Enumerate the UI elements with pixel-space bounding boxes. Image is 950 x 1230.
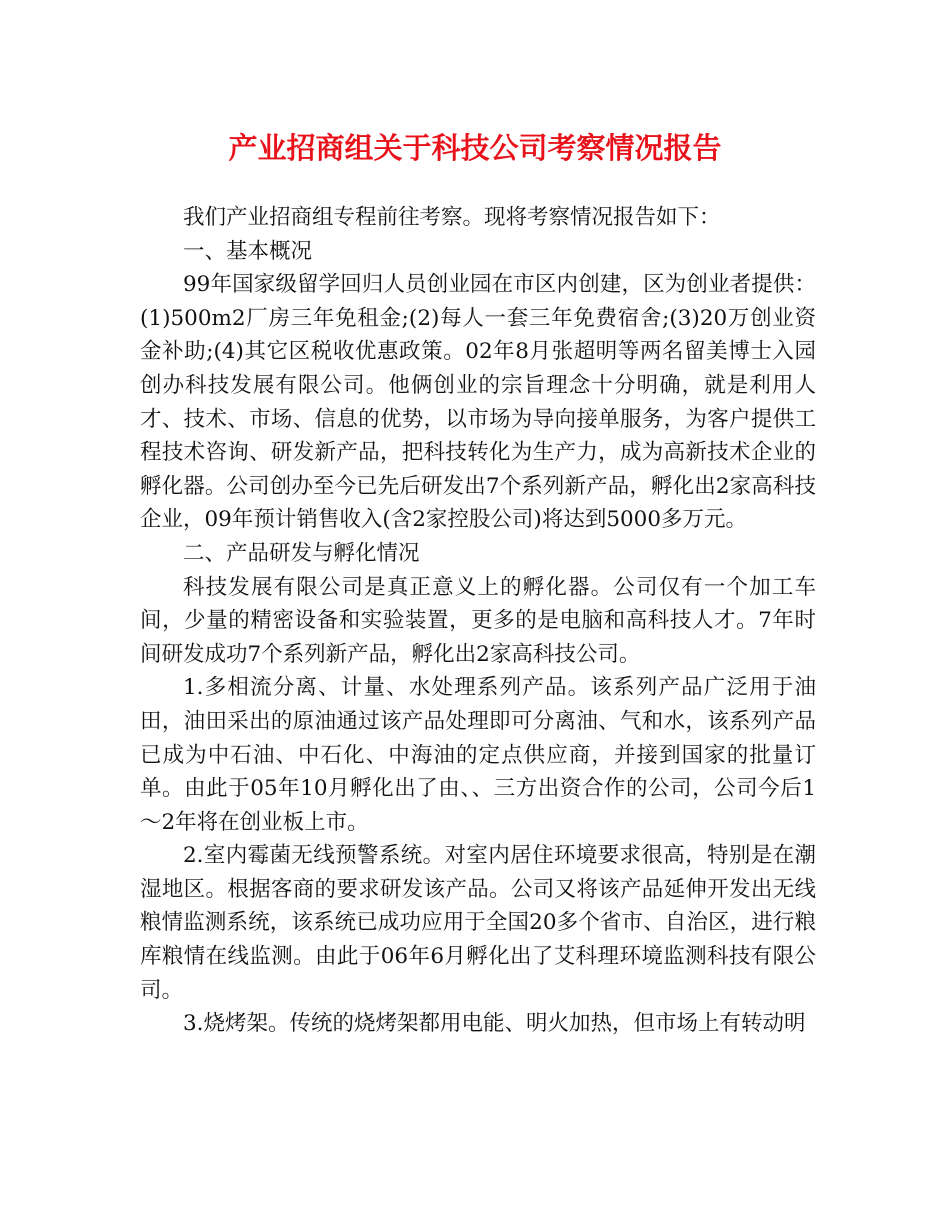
- paragraph-intro: 我们产业招商组专程前往考察。现将考察情况报告如下：: [183, 205, 721, 230]
- paragraph-overview: 99年国家级留学回归人员创业园在市区内创建，区为创业者提供：(1)500m2厂房三年免租金;(2)每人一套三年免费宿舍;(3)20万创业资金补助;(4)其它区税收优惠政策。02年8月张超明等两名留美博士入园创办科技发展有限公司。他俩创业的宗旨理念十分明确，就是利用人才、技术、市场、信息的优势，以市场为导向接单服务，为客户提供工程技术咨询、研发新产品，把科技转化为生产力，成为高新技术企业的孵化器。公司创办至今已先后研发出7个系列新产品，孵化出2家高科技企业，09年预计销售收入(含2家控股公司)将达到5000多万元。: [140, 272, 816, 533]
- paragraph-item-1: 1.多相流分离、计量、水处理系列产品。该系列产品广泛用于油田，油田采出的原油通过该产品处理即可分离油、气和水，该系列产品已成为中石油、中石化、中海油的定点供应商，并接到国家的批量订单。由此于05年10月孵化出了由、、三方出资合作的公司，公司今后1～2年将在创业板上市。: [140, 675, 816, 835]
- paragraph-item-3: 3.烧烤架。传统的烧烤架都用电能、明火加热，但市场上有转动明: [183, 1011, 806, 1037]
- paragraph-item-2: 2.室内霉菌无线预警系统。对室内居住环境要求很高，特别是在潮湿地区。根据客商的要求研发该产品。公司又将该产品延伸开发出无线粮情监测系统，该系统已成功应用于全国20多个省市、自治区，进行粮库粮情在线监测。由此于06年6月孵化出了艾科理环境监测科技有限公司。: [140, 843, 816, 1003]
- section-heading-products: 二、产品研发与孵化情况: [183, 540, 420, 566]
- document-title: 产业招商组关于科技公司考察情况报告: [228, 131, 722, 165]
- document-body: [140, 201, 816, 1041]
- paragraph-products: 科技发展有限公司是真正意义上的孵化器。公司仅有一个加工车间，少量的精密设备和实验装置，更多的是电脑和高科技人才。7年时间研发成功7个系列新产品，孵化出2家高科技公司。: [140, 574, 816, 667]
- section-heading-overview: 一、基本概况: [183, 238, 313, 264]
